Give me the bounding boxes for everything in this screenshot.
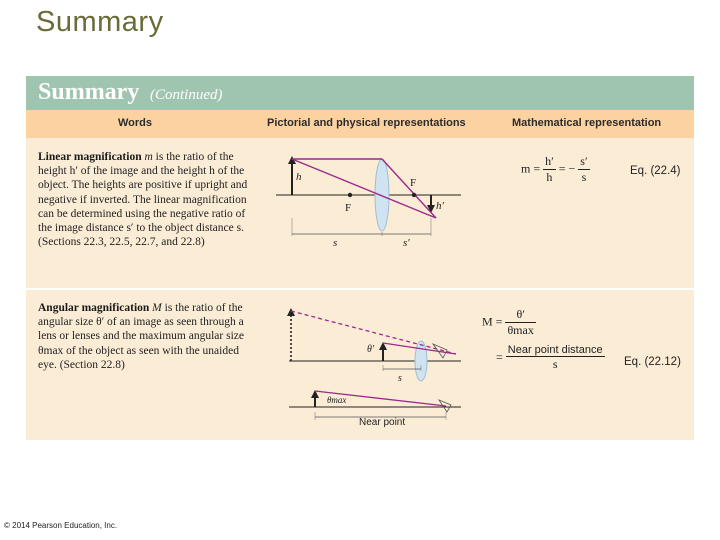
- slide-title: Summary: [36, 6, 164, 38]
- linear-equation: [521, 154, 590, 185]
- summary-panel: [26, 76, 694, 440]
- linear-eq-frac2-num: s′: [580, 154, 588, 168]
- column-header-pictorial: Pictorial and physical representations: [267, 117, 466, 129]
- diagram-label-h-prime: h′: [436, 200, 444, 212]
- row-angular-var: M: [152, 302, 162, 314]
- row-separator: [26, 288, 694, 290]
- angular-eq-frac1-den: θmax: [507, 323, 534, 337]
- diagram-label-s: s: [333, 237, 338, 249]
- linear-eq-frac1-num: h′: [545, 154, 554, 168]
- row-linear-text: is the ratio of the height h′ of the image and the height h of the object. The heights are positive if upright and negative if inverted. The linear magnification can be determined using the negative ratio of the image distance s′ to the object distance s. (Sections 22.3, 22.5, 22.7, and 22.8): [38, 151, 248, 249]
- angular-eq-lhs: M =: [482, 314, 503, 329]
- panel-header-title: Summary: [38, 79, 140, 105]
- linear-eq-frac1-den: h: [546, 170, 553, 184]
- diagram-label-theta-prime: θ′: [367, 344, 375, 355]
- diagram-label-s-prime: s′: [403, 237, 410, 249]
- diagram-label-f-left: F: [345, 202, 352, 214]
- angular-eq-frac2: [506, 344, 605, 372]
- linear-eq-mid: = −: [558, 161, 576, 176]
- column-header-math: Mathematical representation: [512, 117, 662, 129]
- diagram-label-angular-s: s: [398, 373, 402, 384]
- angular-eq-frac1-num: θ′: [505, 307, 535, 323]
- row-linear-term: Linear magnification: [38, 151, 142, 163]
- diagram-label-near-point: Near point: [359, 417, 406, 428]
- angular-magnification-diagram: [281, 302, 471, 426]
- linear-eq-number: Eq. (22.4): [630, 165, 681, 177]
- angular-eq-frac2-num: Near point distance: [507, 344, 603, 356]
- row-linear-words: [38, 150, 252, 249]
- angular-eq-mid: =: [496, 349, 503, 364]
- diagram-label-f-right: F: [410, 177, 417, 189]
- panel-header: [26, 76, 694, 110]
- row-angular-words: [38, 301, 252, 372]
- linear-eq-frac2: [578, 154, 589, 185]
- linear-magnification-diagram: [276, 154, 466, 264]
- linear-eq-lhs: m =: [521, 161, 541, 176]
- row-angular-term: Angular magnification: [38, 302, 150, 314]
- row-linear-var: m: [144, 151, 153, 163]
- angular-eq-frac1: [505, 307, 535, 338]
- column-header-words: Words: [118, 117, 153, 129]
- angular-eq-frac2-den: s: [552, 357, 558, 371]
- diagram-label-theta-max: θmax: [327, 395, 347, 405]
- angular-equation-line1: [482, 307, 536, 338]
- column-header-row: [26, 110, 694, 138]
- linear-eq-frac2-den: s: [581, 170, 587, 184]
- angular-equation-line2: [496, 344, 605, 372]
- diagram-label-h: h: [296, 171, 302, 183]
- copyright-footer: © 2014 Pearson Education, Inc.: [4, 521, 118, 530]
- row-angular-text: is the ratio of the angular size θ′ of an image as seen through a lens or lenses and the maximum angular size θmax of the object as seen with the unaided eye. (Section 22.8): [38, 302, 244, 371]
- angular-eq-number: Eq. (22.12): [624, 356, 681, 368]
- linear-eq-frac1: [543, 154, 556, 185]
- panel-header-continued: (Continued): [150, 87, 223, 103]
